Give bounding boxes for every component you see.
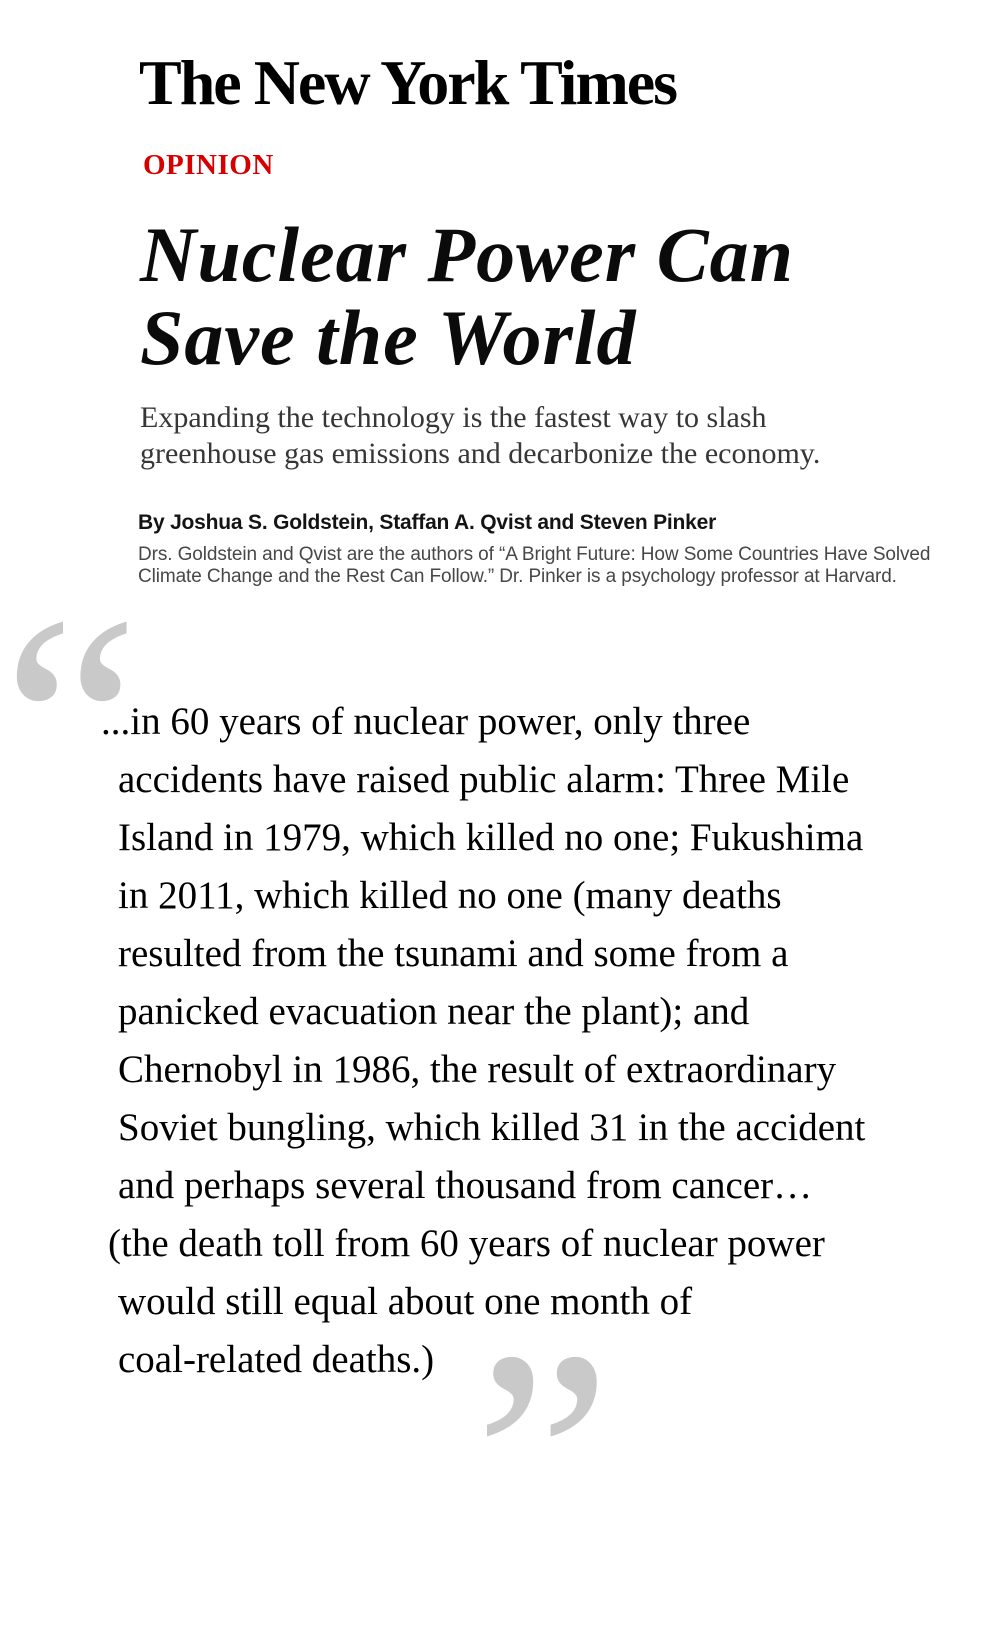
quote-line: would still equal about one month of (118, 1280, 693, 1323)
article-subheadline (140, 400, 820, 472)
byline: By Joshua S. Goldstein, Staffan A. Qvist and Steven Pinker (138, 511, 717, 534)
headline-line-1: Nuclear Power Can (140, 211, 795, 298)
subheadline-line-2: greenhouse gas emissions and decarbonize the economy. (140, 437, 821, 470)
quote-line: resulted from the tsunami and some from a (118, 932, 789, 975)
quote-line: and perhaps several thousand from cancer… (118, 1164, 813, 1207)
nyt-masthead-logo: The New York Times (139, 47, 677, 118)
quote-line: accidents have raised public alarm: Three Mile (118, 758, 850, 801)
author-bio-line-2: Climate Change and the Rest Can Follow.” Dr. Pinker is a psychology professor at Harvard. (138, 565, 897, 587)
headline-line-2: Save the World (140, 294, 637, 381)
quote-line: Island in 1979, which killed no one; Fukushima (118, 816, 864, 859)
subheadline-line-1: Expanding the technology is the fastest way to slash (140, 401, 767, 434)
open-quote-mark-icon: “ (2, 553, 140, 896)
quote-line: coal-related deaths.) (118, 1338, 435, 1381)
quote-line: panicked evacuation near the plant); and (118, 990, 750, 1033)
quote-line: Soviet bungling, which killed 31 in the accident (118, 1106, 866, 1149)
author-bio-line-1: Drs. Goldstein and Qvist are the authors of “A Bright Future: How Some Countries Have Solved (138, 544, 931, 565)
quote-line: (the death toll from 60 years of nuclear power (108, 1222, 825, 1265)
pull-quote (101, 693, 866, 1389)
author-bio (138, 544, 930, 587)
article-headline (140, 213, 794, 379)
quote-line: Chernobyl in 1986, the result of extraordinary (118, 1048, 837, 1091)
quote-line: ...in 60 years of nuclear power, only three (101, 700, 751, 743)
opinion-kicker: OPINION (143, 149, 274, 181)
quote-line: in 2011, which killed no one (many deaths (118, 874, 782, 917)
close-quote-mark-icon: ” (474, 1288, 612, 1631)
